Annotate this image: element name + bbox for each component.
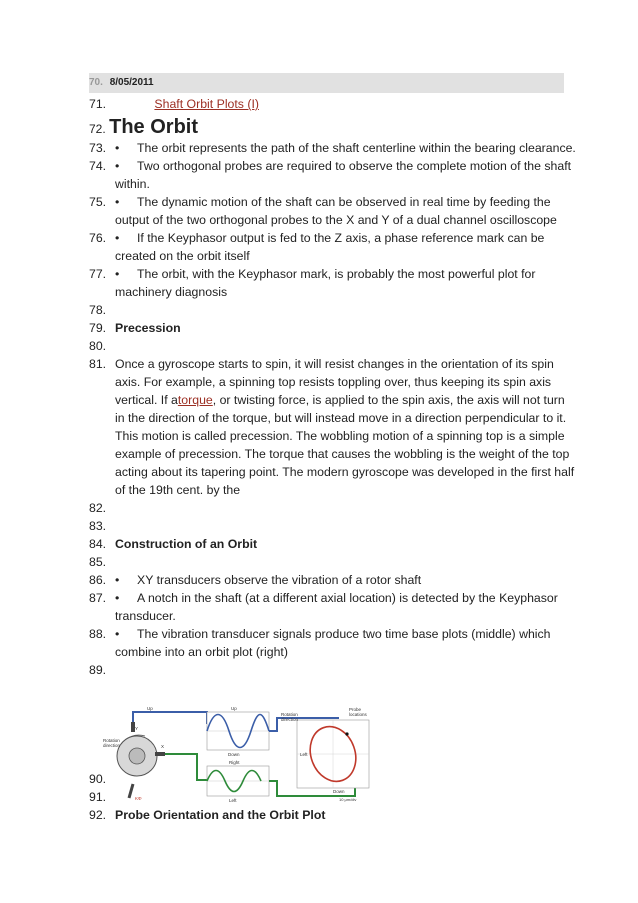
date-header-bar xyxy=(89,73,564,93)
line-81-continued: acting about its tapering point. The modern gyroscope was developed in the first half xyxy=(115,465,575,479)
line-74-continued: within. xyxy=(115,177,150,191)
orbit-plot xyxy=(281,707,369,802)
line-81-continued: example of precession. The torque that causes the wobbling is the weight of the top xyxy=(115,447,570,461)
bullet: • xyxy=(115,195,120,209)
line-number: 78. xyxy=(89,303,107,317)
bullet: • xyxy=(115,627,120,641)
line-87-continued: transducer. xyxy=(115,609,176,623)
rotation-label-orbit: Rotation xyxy=(281,712,298,717)
line-text: If the Keyphasor output is fed to the Z axis, a phase reference mark can be xyxy=(137,231,545,245)
line-number: 87. xyxy=(89,591,107,605)
keyphasor-label: KΦ xyxy=(135,796,142,801)
line-88-continued: combine into an orbit plot (right) xyxy=(115,645,288,659)
bullet: • xyxy=(115,159,120,173)
line-75 xyxy=(89,193,551,211)
rotation-label: Rotation xyxy=(103,738,120,743)
line-number: 92. xyxy=(89,808,107,822)
y-label: Y xyxy=(135,726,139,731)
rotor-shaft-figure xyxy=(103,722,165,801)
line-number: 70. xyxy=(89,77,103,88)
line-number: 83. xyxy=(89,519,107,533)
x-signal-wire xyxy=(165,754,207,780)
horizontal-time-base-plot xyxy=(207,760,269,803)
line-81-continued: This motion is called precession. The wobbling motion of a spinning top is a simple xyxy=(115,429,565,443)
line-76-continued: created on the orbit itself xyxy=(115,249,250,263)
shaft-orbit-plots-link[interactable]: Shaft Orbit Plots (I) xyxy=(154,97,259,111)
line-91 xyxy=(89,788,106,806)
bullet: • xyxy=(115,231,120,245)
line-number: 82. xyxy=(89,501,107,515)
line-78 xyxy=(89,301,106,319)
line-text: The orbit, with the Keyphasor mark, is probably the most powerful plot for xyxy=(137,267,536,281)
line-86 xyxy=(89,571,421,589)
line-77-continued: machinery diagnosis xyxy=(115,285,228,299)
up-label-left: Up xyxy=(147,706,153,711)
line-text: Two orthogonal probes are required to observe the complete motion of the shaft xyxy=(137,159,572,173)
line-89 xyxy=(89,661,106,679)
line-81-continued: of the 19th cent. by the xyxy=(115,483,241,497)
keyphasor-mark xyxy=(345,732,348,735)
line-text: The vibration transducer signals produce two time base plots (middle) which xyxy=(137,627,551,641)
line-83 xyxy=(89,517,106,535)
heading-probe-orientation: Probe Orientation and the Orbit Plot xyxy=(115,808,326,822)
x-probe xyxy=(155,752,165,756)
line-84 xyxy=(89,535,257,553)
line-text: The dynamic motion of the shaft can be observed in real time by feeding the xyxy=(137,195,551,209)
down-label-orbit: Down xyxy=(333,789,345,794)
line-text: vertical. If a xyxy=(115,393,178,407)
line-82 xyxy=(89,499,106,517)
line-77 xyxy=(89,265,535,283)
line-number: 75. xyxy=(89,195,107,209)
line-number: 84. xyxy=(89,537,107,551)
line-number: 90. xyxy=(89,772,107,786)
line-75-continued: output of the two orthogonal probes to the X and Y of a dual channel oscilloscope xyxy=(115,213,557,227)
line-71 xyxy=(89,95,259,113)
rotation-direction-label-orbit: direction xyxy=(281,717,299,722)
line-81-continued: in the direction of the torque, but will instead move in a direction perpendicular to it. xyxy=(115,411,567,425)
right-label: Right xyxy=(229,760,240,765)
line-number: 88. xyxy=(89,627,107,641)
line-76 xyxy=(89,229,544,247)
bullet: • xyxy=(115,141,120,155)
left-label-orbit: Left xyxy=(300,752,308,757)
line-number: 89. xyxy=(89,663,107,677)
line-text: A notch in the shaft (at a different axial location) is detected by the Keyphasor xyxy=(137,591,558,605)
keyphasor-probe xyxy=(129,784,133,798)
line-79 xyxy=(89,319,181,337)
line-73 xyxy=(89,139,576,157)
line-text: The orbit represents the path of the shaft centerline within the bearing clearance. xyxy=(137,141,576,155)
line-number: 81. xyxy=(89,357,107,371)
probe-label: Probe xyxy=(349,707,362,712)
line-88 xyxy=(89,625,551,643)
vertical-time-base-plot xyxy=(207,706,269,757)
line-number: 73. xyxy=(89,141,107,155)
locations-label: locations xyxy=(349,712,367,717)
line-number: 86. xyxy=(89,573,107,587)
line-92 xyxy=(89,806,325,824)
line-number: 76. xyxy=(89,231,107,245)
line-85 xyxy=(89,553,106,571)
line-number: 79. xyxy=(89,321,107,335)
line-80 xyxy=(89,337,106,355)
y-signal-wire xyxy=(133,712,207,724)
bullet: • xyxy=(115,591,120,605)
line-number: 91. xyxy=(89,790,107,804)
rotation-direction-label: direction xyxy=(103,743,121,748)
line-72 xyxy=(89,115,198,141)
line-number: 77. xyxy=(89,267,107,281)
bullet: • xyxy=(115,267,120,281)
down-label-top-plot: Down xyxy=(228,752,240,757)
torque-link[interactable]: torque xyxy=(177,393,213,407)
section-heading-the-orbit: The Orbit xyxy=(109,116,198,138)
line-81 xyxy=(89,355,554,373)
line-81-continued xyxy=(115,391,565,409)
heading-precession: Precession xyxy=(115,321,181,335)
line-number: 74. xyxy=(89,159,107,173)
line-87 xyxy=(89,589,558,607)
x-label: X xyxy=(161,744,165,749)
line-number: 71. xyxy=(89,97,107,111)
line-81-continued: axis. For example, a spinning top resists toppling over, thus keeping its spin axis xyxy=(115,375,552,389)
line-90 xyxy=(89,770,106,788)
line-number: 72. xyxy=(89,122,106,136)
line-text: XY transducers observe the vibration of a rotor shaft xyxy=(137,573,422,587)
scale-label: 10 μm/div xyxy=(339,797,357,802)
up-label-top-plot: Up xyxy=(231,706,237,711)
line-number: 85. xyxy=(89,555,107,569)
line-text: Once a gyroscope starts to spin, it will resist changes in the orientation of its spin xyxy=(115,357,554,371)
heading-construction-of-an-orbit: Construction of an Orbit xyxy=(115,537,258,551)
date-text: 8/05/2011 xyxy=(109,77,154,88)
line-text: , or twisting force, is applied to the spin axis, the axis will not turn xyxy=(212,393,565,407)
bullet: • xyxy=(115,573,120,587)
line-number: 80. xyxy=(89,339,107,353)
left-label-bottom-plot: Left xyxy=(229,798,237,803)
line-74 xyxy=(89,157,571,175)
